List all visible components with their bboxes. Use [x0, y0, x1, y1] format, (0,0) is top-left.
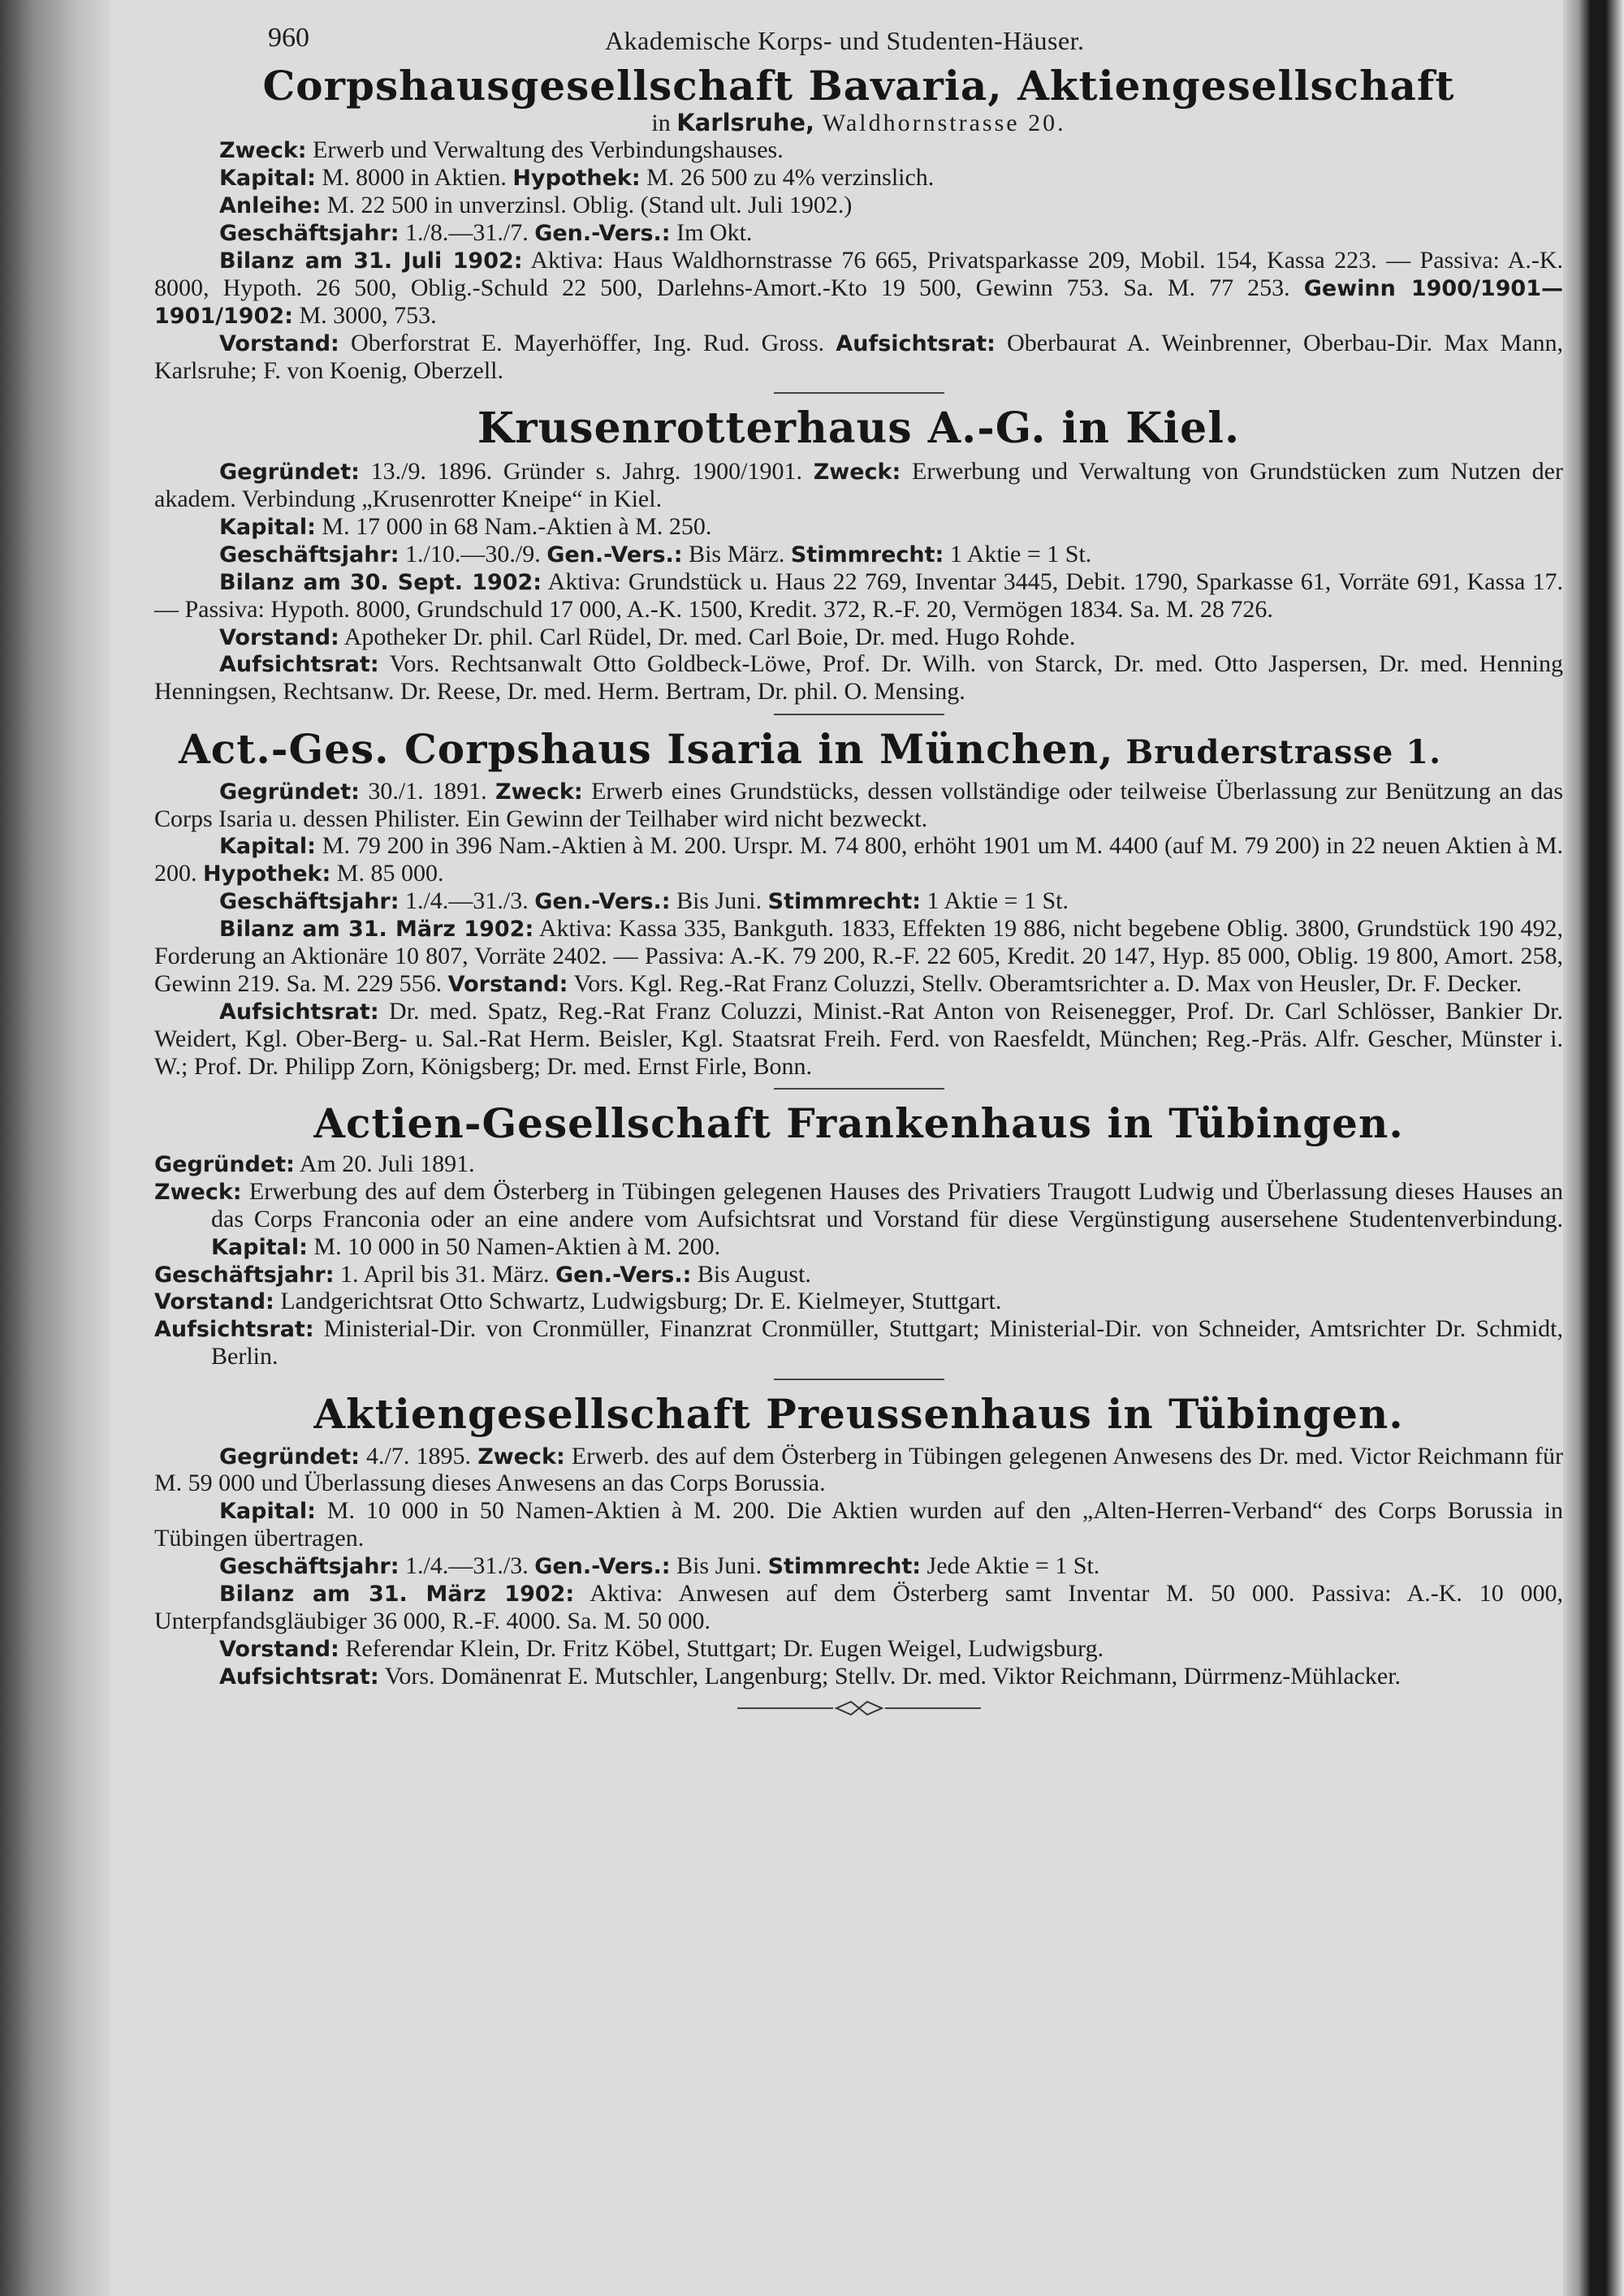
line-text: Aktiva: Grundstück u. Haus 22 769, Inventar 3445, Debit. 1790, Sparkasse 61, Vorräte 691, Kassa 17. — Passiva: Hypoth. 8000, Grundschuld 17 000, A.-K. 1500, Kredit. 372, R.-F. 20, Vermögen 1834. Sa. M. 28 726.	[154, 568, 1563, 623]
entry-line	[154, 164, 1563, 192]
page-right-edge	[1563, 0, 1624, 2296]
line-label: Aufsichtsrat:	[219, 999, 379, 1025]
entry-line	[154, 1288, 1563, 1315]
section-divider	[774, 392, 944, 394]
line-text: Erwerb. des auf dem Österberg in Tübingen gelegenen Anwesens des Dr. med. Victor Reichmann für M. 59 000 und Überlassung dieses Anwesens an das Corps Borussia.	[154, 1442, 1563, 1497]
entry-line	[154, 330, 1563, 385]
line-label: Gen.-Vers.:	[534, 889, 671, 915]
line-text: Referendar Klein, Dr. Fritz Köbel, Stuttgart; Dr. Eugen Weigel, Ludwigsburg.	[339, 1634, 1104, 1662]
line-label: Bilanz am 31. März 1902:	[219, 1582, 575, 1608]
entry-line	[154, 247, 1563, 330]
line-text: Aktiva: Kassa 335, Bankguth. 1833, Effekten 19 886, nicht begebene Oblig. 3800, Grundstück 190 492, Forderung an Aktionäre 10 807, Vorräte 2402. — Passiva: A.-K. 79 200, R.-F. 22 605, Kredit. 20 147, Hyp. 85 000, Oblig. 19 800, Amort. 258, Gewinn 219. Sa. M. 229 556.	[154, 915, 1563, 997]
line-text: Bis Juni.	[670, 1552, 768, 1580]
line-text: 1./10.—30./9.	[399, 540, 547, 568]
line-label: Gen.-Vers.:	[546, 542, 683, 568]
entry-line	[154, 915, 1563, 998]
line-label: Kapital:	[219, 166, 316, 192]
line-label: Hypothek:	[512, 166, 641, 192]
line-label: Stimmrecht:	[767, 1554, 922, 1580]
line-text: Erwerb und Verwaltung des Verbindungshauses.	[306, 136, 784, 164]
line-label: Bilanz am 31. März 1902:	[219, 917, 534, 943]
line-label: Gewinn 1900/1901—1901/1902:	[154, 275, 1564, 329]
entry-line	[154, 1580, 1563, 1635]
entry-line	[154, 1552, 1563, 1580]
entry-title	[154, 405, 1563, 453]
subtitle-city: Karlsruhe,	[676, 108, 815, 136]
line-label: Aufsichtsrat:	[836, 330, 996, 356]
line-text: 1 Aktie = 1 St.	[921, 887, 1069, 915]
line-label: Kapital:	[219, 514, 316, 540]
line-label: Vorstand:	[219, 1636, 339, 1662]
section-divider	[774, 1088, 944, 1090]
entry-line	[154, 1635, 1563, 1663]
line-label: Gen.-Vers.:	[534, 221, 671, 247]
entry-line	[154, 624, 1563, 651]
line-label: Geschäftsjahr:	[219, 889, 400, 915]
line-text: M. 8000 in Aktien.	[315, 164, 513, 192]
entry-title-text: Corpshausgesellschaft Bavaria, Aktiengesellschaft	[262, 62, 1455, 110]
page-header	[154, 23, 1563, 63]
section-divider	[774, 714, 944, 715]
line-text: Dr. med. Spatz, Reg.-Rat Franz Coluzzi, Minist.-Rat Anton von Reisenegger, Prof. Dr. Carl Schlösser, Bankier Dr. Weidert, Kgl. Ober-Berg- u. Sal.-Rat Herm. Beisler, Kgl. Staatsrat Freih. Ferd. von Raesfeldt, München; Reg.-Präs. Alfr. Gescher, Münster i. W.; Prof. Dr. Philipp Zorn, Königsberg; Dr. med. Ernst Firle, Bonn.	[154, 997, 1563, 1080]
line-label: Zweck:	[477, 1444, 565, 1470]
line-label: Aufsichtsrat:	[154, 1317, 314, 1343]
entry-line	[154, 1315, 1563, 1370]
line-text: M. 3000, 753.	[292, 301, 437, 329]
entry-preussenhaus	[154, 1392, 1563, 1690]
entry-line	[154, 136, 1563, 164]
line-label: Bilanz am 30. Sept. 1902:	[219, 569, 542, 595]
line-text: 1./4.—31./3.	[399, 887, 535, 915]
entry-krusenrotterhaus	[154, 405, 1563, 706]
line-label: Stimmrecht:	[767, 889, 922, 915]
line-text: Aktiva: Haus Waldhornstrasse 76 665, Privatsparkasse 209, Mobil. 154, Kassa 223. — Passiva: A.-K. 8000, Hypoth. 26 500, Oblig.-Schuld 22 500, Darlehns-Amort.-Kto 19 500, Gewinn 753. Sa. M. 77 253.	[154, 246, 1563, 301]
line-text: Im Okt.	[670, 219, 753, 247]
entry-line	[154, 1663, 1563, 1690]
line-label: Vorstand:	[219, 624, 339, 650]
line-label: Gen.-Vers.:	[555, 1262, 692, 1288]
line-text: Bis Juni.	[670, 887, 768, 915]
line-text: 1./8.—31./7.	[399, 219, 535, 247]
line-label: Bilanz am 31. Juli 1902:	[219, 248, 523, 274]
end-ornament	[154, 1698, 1563, 1724]
line-text: Am 20. Juli 1891.	[294, 1150, 475, 1177]
running-head: Akademische Korps- und Studenten-Häuser.	[605, 26, 1085, 55]
entry-title-text: Aktiengesellschaft Preussenhaus in Tübingen.	[313, 1390, 1404, 1439]
entry-title	[154, 1101, 1563, 1147]
line-text: M. 79 200 in 396 Nam.-Aktien à M. 200. Urspr. M. 74 800, erhöht 1901 um M. 4400 (auf M. 79 200) in 22 neuen Aktien à M. 200.	[154, 832, 1563, 887]
line-label: Aufsichtsrat:	[219, 652, 379, 678]
line-label: Gegründet:	[219, 779, 360, 805]
line-text: 1. April bis 31. März.	[334, 1260, 556, 1288]
line-label: Zweck:	[154, 1179, 242, 1205]
line-label: Geschäftsjahr:	[154, 1262, 335, 1288]
entry-title-text: Act.-Ges. Corpshaus Isaria in München,	[179, 725, 1114, 774]
line-text: Oberforstrat E. Mayerhöffer, Ing. Rud. Gross.	[339, 329, 836, 356]
entry-line	[154, 192, 1563, 219]
line-label: Vorstand:	[447, 971, 568, 997]
section-divider	[774, 1379, 944, 1380]
line-label: Vorstand:	[154, 1289, 274, 1315]
entry-title	[154, 63, 1563, 110]
line-text: 13./9. 1896. Gründer s. Jahrg. 1900/1901.	[359, 458, 814, 486]
book-gutter-shadow	[0, 0, 110, 2296]
line-text: Bis März.	[682, 540, 791, 568]
line-text: Apotheker Dr. phil. Carl Rüdel, Dr. med. Carl Boie, Dr. med. Hugo Rohde.	[339, 623, 1076, 650]
entry-line	[154, 458, 1563, 513]
line-text: 1./4.—31./3.	[399, 1552, 535, 1580]
entry-isaria	[154, 727, 1563, 1080]
entry-line	[154, 832, 1563, 887]
line-label: Geschäftsjahr:	[219, 221, 400, 247]
entry-line	[154, 998, 1563, 1081]
entry-line	[154, 1443, 1563, 1498]
line-text: M. 10 000 in 50 Namen-Aktien à M. 200. Die Aktien wurden auf den „Alten-Herren-Verband“ des Corps Borussia in Tübingen übertragen.	[154, 1497, 1563, 1552]
line-text: Jede Aktie = 1 St.	[921, 1552, 1100, 1580]
line-label: Geschäftsjahr:	[219, 1554, 400, 1580]
entry-title-text: Krusenrotterhaus A.-G. in Kiel.	[477, 404, 1241, 454]
subtitle-prefix: in	[651, 109, 677, 136]
line-text: Vors. Rechtsanwalt Otto Goldbeck-Löwe, Prof. Dr. Wilh. von Starck, Dr. med. Otto Jaspersen, Dr. med. Henning Henningsen, Rechtsanw. Dr. Reese, Dr. med. Herm. Bertram, Dr. phil. O. Mensing.	[154, 650, 1563, 706]
subtitle-address: Waldhornstrasse 20.	[814, 109, 1066, 136]
entry-line	[154, 1178, 1563, 1261]
line-label: Stimmrecht:	[790, 542, 944, 568]
entry-title	[154, 727, 1563, 773]
line-text: M. 10 000 in 50 Namen-Aktien à M. 200.	[307, 1232, 721, 1260]
entry-line	[154, 887, 1563, 915]
line-label: Anleihe:	[219, 193, 322, 219]
entry-frankenhaus	[154, 1101, 1563, 1370]
ornament-rule-icon	[737, 1698, 981, 1718]
line-label: Vorstand:	[219, 330, 339, 356]
line-label: Hypothek:	[203, 861, 331, 887]
line-label: Gegründet:	[154, 1151, 295, 1177]
entry-line	[154, 219, 1563, 247]
line-text: Vors. Domänenrat E. Mutschler, Langenburg; Stellv. Dr. med. Viktor Reichmann, Dürrmenz-Mühlacker.	[378, 1662, 1402, 1690]
line-text: Erwerb eines Grundstücks, dessen vollständige oder teilweise Überlassung zur Benützung an das Corps Isaria u. dessen Philister. Ein Gewinn der Teilhaber wird nicht bezweckt.	[154, 777, 1564, 832]
line-text: Oberbaurat A. Weinbrenner, Oberbau-Dir. Max Mann, Karlsruhe; F. von Koenig, Oberzell.	[154, 329, 1563, 384]
line-text: Vors. Kgl. Reg.-Rat Franz Coluzzi, Stellv. Oberamtsrichter a. D. Max von Heusler, Dr. F. Decker.	[568, 969, 1522, 997]
line-text: M. 22 500 in unverzinsl. Oblig. (Stand ult. Juli 1902.)	[321, 192, 853, 219]
line-label: Geschäftsjahr:	[219, 542, 400, 568]
entry-line	[154, 1150, 1563, 1178]
line-text: Erwerbung und Verwaltung von Grundstücken zum Nutzen der akadem. Verbindung „Krusenrotter Kneipe“ in Kiel.	[154, 458, 1563, 513]
line-text: Erwerbung des auf dem Österberg in Tübingen gelegenen Hauses des Privatiers Traugott Ludwig und Überlassung dieses Hauses an das Corps Franconia oder an eine andere vom Aufsichtsrat und Vorstand für diese Vergünstigung ausersehene Studentenverbindung.	[211, 1177, 1563, 1232]
line-text: M. 17 000 in 68 Nam.-Aktien à M. 250.	[315, 512, 712, 540]
line-label: Aufsichtsrat:	[219, 1664, 379, 1690]
page-number: 960	[268, 23, 309, 53]
line-text: 4./7. 1895.	[359, 1442, 478, 1470]
entry-title-text: Actien-Gesellschaft Frankenhaus in Tübingen.	[313, 1099, 1404, 1148]
line-label: Zweck:	[813, 460, 901, 486]
entry-title	[154, 1392, 1563, 1438]
line-label: Kapital:	[211, 1234, 308, 1260]
entry-bavaria	[154, 63, 1563, 384]
entry-line	[154, 568, 1563, 624]
line-text: Ministerial-Dir. von Cronmüller, Finanzrat Cronmüller, Stuttgart; Ministerial-Dir. von Schneider, Amtsrichter Dr. Schmidt, Berlin.	[211, 1315, 1563, 1370]
line-text: 1 Aktie = 1 St.	[944, 540, 1092, 568]
entry-line	[154, 1261, 1563, 1288]
line-label: Gegründet:	[219, 1444, 360, 1470]
line-label: Kapital:	[219, 1499, 316, 1525]
entry-line	[154, 650, 1563, 706]
page-content	[154, 23, 1563, 1724]
entry-line	[154, 778, 1563, 833]
line-text: M. 85 000.	[330, 860, 444, 887]
line-label: Gen.-Vers.:	[534, 1554, 671, 1580]
line-label: Zweck:	[495, 779, 583, 805]
line-label: Zweck:	[219, 138, 307, 164]
line-label: Gegründet:	[219, 460, 360, 486]
line-text: M. 26 500 zu 4% verzinslich.	[640, 164, 935, 192]
line-text: Aktiva: Anwesen auf dem Österberg samt Inventar M. 50 000. Passiva: A.-K. 10 000, Unterpfandsgläubiger 36 000, R.-F. 4000. Sa. M. 50 000.	[154, 1580, 1564, 1634]
entry-subtitle	[154, 110, 1563, 137]
line-text: Bis August.	[691, 1260, 811, 1288]
line-text: Landgerichtsrat Otto Schwartz, Ludwigsburg; Dr. E. Kielmeyer, Stuttgart.	[274, 1288, 1002, 1315]
entry-line	[154, 541, 1563, 568]
entry-title-address: Bruderstrasse 1.	[1113, 733, 1442, 772]
line-text: 30./1. 1891.	[359, 777, 496, 805]
entry-line	[154, 1497, 1563, 1552]
line-label: Kapital:	[219, 834, 316, 860]
entry-line	[154, 513, 1563, 541]
